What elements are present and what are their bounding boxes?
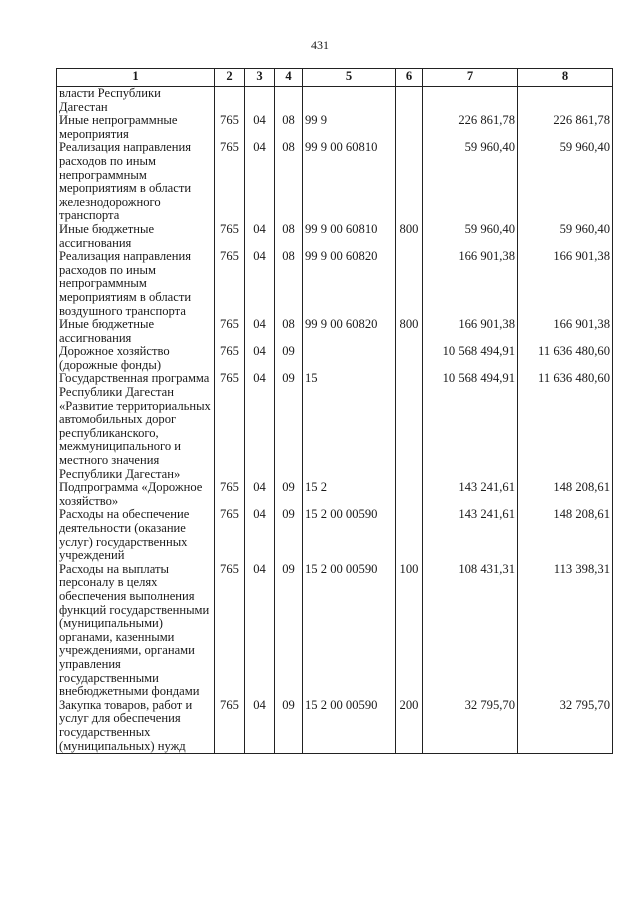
row-ved: 765	[215, 563, 245, 699]
budget-table	[56, 68, 613, 754]
row-sum-1	[423, 87, 518, 115]
row-ved: 765	[215, 141, 245, 223]
row-vr	[396, 87, 423, 115]
row-rz: 04	[245, 481, 275, 508]
row-sum-2: 148 208,61	[518, 481, 613, 508]
row-sum-1: 166 901,38	[423, 250, 518, 318]
row-ved: 765	[215, 114, 245, 141]
row-sum-1: 10 568 494,91	[423, 345, 518, 372]
row-name: Реализация направления расходов по иным непрограммным мероприятиям в области железнодорожного транспорта	[57, 141, 215, 223]
row-rz: 04	[245, 114, 275, 141]
row-pr: 09	[275, 345, 303, 372]
page-number: 431	[311, 38, 329, 52]
row-pr: 08	[275, 223, 303, 250]
row-sum-2	[518, 87, 613, 115]
row-ved: 765	[215, 372, 245, 481]
row-vr	[396, 141, 423, 223]
row-sum-2: 148 208,61	[518, 508, 613, 562]
row-pr: 09	[275, 481, 303, 508]
row-rz	[245, 87, 275, 115]
header-row	[57, 69, 613, 87]
row-ved: 765	[215, 481, 245, 508]
table-row	[57, 372, 613, 481]
table-row	[57, 114, 613, 141]
row-rz: 04	[245, 372, 275, 481]
table-row	[57, 345, 613, 372]
row-pr	[275, 87, 303, 115]
table-row	[57, 318, 613, 345]
row-sum-2: 226 861,78	[518, 114, 613, 141]
row-pr: 09	[275, 563, 303, 699]
row-sum-1: 143 241,61	[423, 508, 518, 562]
row-ved: 765	[215, 223, 245, 250]
header-col-2: 2	[215, 69, 245, 87]
row-name: Расходы на выплаты персоналу в целях обеспечения выполнения функций государственными (муниципальными) органами, казенными учреждениями, органами управления государственными внебюджетными фондами	[57, 563, 215, 699]
table-row	[57, 141, 613, 223]
row-name: Дорожное хозяйство (дорожные фонды)	[57, 345, 215, 372]
row-sum-1: 59 960,40	[423, 223, 518, 250]
row-name: Иные бюджетные ассигнования	[57, 318, 215, 345]
header-col-8: 8	[518, 69, 613, 87]
header-col-7: 7	[423, 69, 518, 87]
row-ved: 765	[215, 318, 245, 345]
header-col-4: 4	[275, 69, 303, 87]
row-name: власти Республики Дагестан	[57, 87, 215, 115]
row-rz: 04	[245, 345, 275, 372]
row-sum-1: 59 960,40	[423, 141, 518, 223]
row-pr: 08	[275, 318, 303, 345]
row-pr: 08	[275, 114, 303, 141]
row-sum-2: 166 901,38	[518, 250, 613, 318]
row-rz: 04	[245, 699, 275, 754]
row-rz: 04	[245, 318, 275, 345]
row-sum-2: 59 960,40	[518, 141, 613, 223]
row-rz: 04	[245, 250, 275, 318]
table-row	[57, 508, 613, 562]
row-csr: 99 9 00 60810	[303, 141, 396, 223]
row-name: Государственная программа Республики Дагестан «Развитие территориальных автомобильных дорог республиканского, межмуниципального и местного значения Республики Дагестан»	[57, 372, 215, 481]
header-col-5: 5	[303, 69, 396, 87]
row-ved: 765	[215, 699, 245, 754]
row-pr: 09	[275, 508, 303, 562]
row-name: Расходы на обеспечение деятельности (оказание услуг) государственных учреждений	[57, 508, 215, 562]
row-sum-1: 226 861,78	[423, 114, 518, 141]
row-name: Иные непрограммные мероприятия	[57, 114, 215, 141]
row-sum-1: 108 431,31	[423, 563, 518, 699]
row-csr: 99 9 00 60810	[303, 223, 396, 250]
row-ved: 765	[215, 508, 245, 562]
row-csr	[303, 345, 396, 372]
row-csr	[303, 87, 396, 115]
row-csr: 99 9 00 60820	[303, 318, 396, 345]
table-row	[57, 250, 613, 318]
row-vr	[396, 345, 423, 372]
table-row	[57, 699, 613, 754]
row-ved	[215, 87, 245, 115]
row-vr	[396, 481, 423, 508]
header-col-3: 3	[245, 69, 275, 87]
row-vr	[396, 508, 423, 562]
row-sum-2: 59 960,40	[518, 223, 613, 250]
table-row	[57, 87, 613, 115]
row-sum-2: 166 901,38	[518, 318, 613, 345]
row-vr	[396, 114, 423, 141]
row-rz: 04	[245, 563, 275, 699]
header-col-1: 1	[57, 69, 215, 87]
row-vr	[396, 372, 423, 481]
row-name: Иные бюджетные ассигнования	[57, 223, 215, 250]
row-sum-1: 10 568 494,91	[423, 372, 518, 481]
row-rz: 04	[245, 141, 275, 223]
row-sum-2: 113 398,31	[518, 563, 613, 699]
row-pr: 08	[275, 250, 303, 318]
row-csr: 15 2	[303, 481, 396, 508]
table-row	[57, 223, 613, 250]
row-csr: 15	[303, 372, 396, 481]
row-sum-2: 11 636 480,60	[518, 345, 613, 372]
row-rz: 04	[245, 508, 275, 562]
row-rz: 04	[245, 223, 275, 250]
row-name: Подпрограмма «Дорожное хозяйство»	[57, 481, 215, 508]
row-csr: 15 2 00 00590	[303, 508, 396, 562]
row-vr: 100	[396, 563, 423, 699]
row-sum-1: 32 795,70	[423, 699, 518, 754]
table-row	[57, 481, 613, 508]
row-csr: 99 9 00 60820	[303, 250, 396, 318]
row-vr	[396, 250, 423, 318]
row-vr: 200	[396, 699, 423, 754]
row-sum-2: 32 795,70	[518, 699, 613, 754]
table-row	[57, 563, 613, 699]
row-pr: 09	[275, 699, 303, 754]
row-vr: 800	[396, 223, 423, 250]
row-ved: 765	[215, 345, 245, 372]
row-csr: 15 2 00 00590	[303, 699, 396, 754]
row-pr: 09	[275, 372, 303, 481]
row-csr: 15 2 00 00590	[303, 563, 396, 699]
row-name: Закупка товаров, работ и услуг для обеспечения государственных (муниципальных) нужд	[57, 699, 215, 754]
header-col-6: 6	[396, 69, 423, 87]
row-sum-2: 11 636 480,60	[518, 372, 613, 481]
row-pr: 08	[275, 141, 303, 223]
row-sum-1: 166 901,38	[423, 318, 518, 345]
row-csr: 99 9	[303, 114, 396, 141]
row-ved: 765	[215, 250, 245, 318]
row-vr: 800	[396, 318, 423, 345]
row-name: Реализация направления расходов по иным непрограммным мероприятиям в области воздушного транспорта	[57, 250, 215, 318]
row-sum-1: 143 241,61	[423, 481, 518, 508]
